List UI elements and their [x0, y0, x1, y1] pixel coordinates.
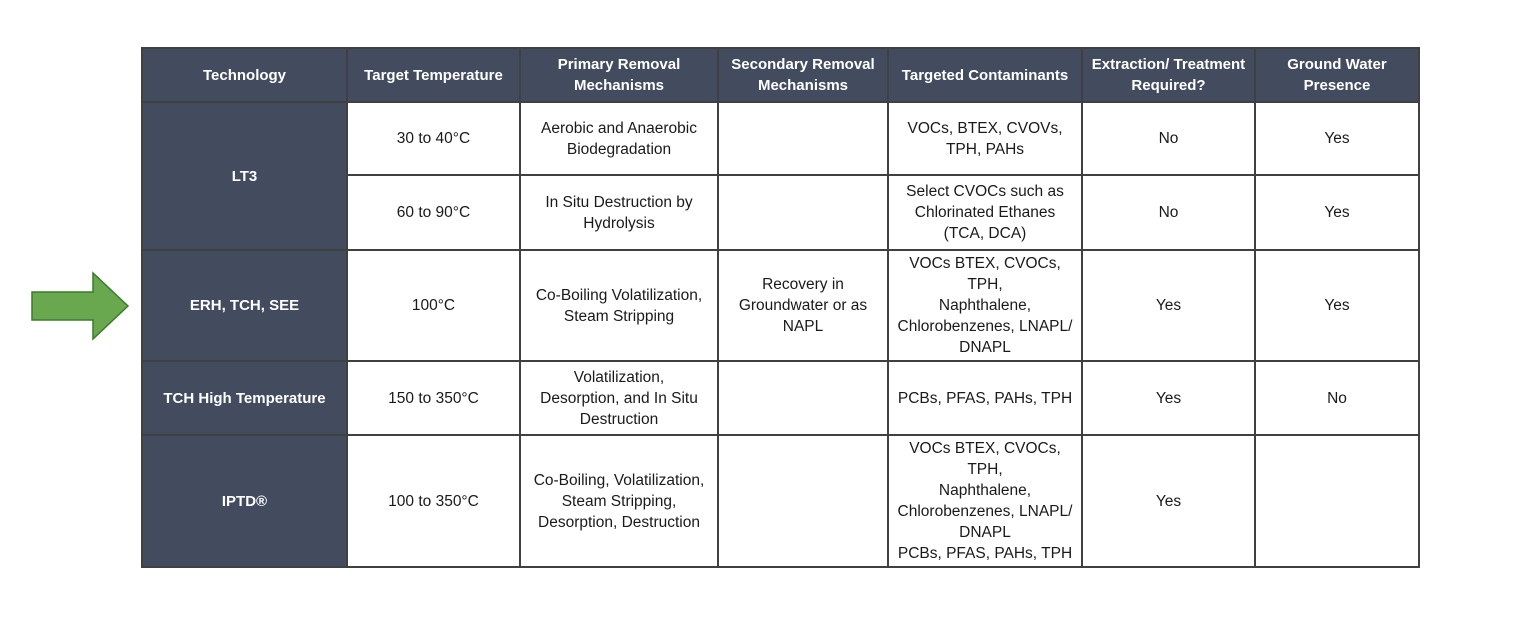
header-target-temperature: Target Temperature: [347, 48, 520, 102]
header-technology: Technology: [142, 48, 347, 102]
thermal-technology-table: [141, 47, 1420, 568]
secondary-mechanism-cell: Recovery in Groundwater or as NAPL: [718, 250, 888, 361]
primary-mechanism-cell: Aerobic and Anaerobic Biodegradation: [520, 102, 718, 175]
contaminants-cell: Select CVOCs such as Chlorinated Ethanes (TCA, DCA): [888, 175, 1082, 250]
extraction-cell: Yes: [1082, 435, 1255, 567]
table-row: [142, 250, 1419, 361]
header-groundwater-presence: Ground Water Presence: [1255, 48, 1419, 102]
header-primary-removal: Primary Removal Mechanisms: [520, 48, 718, 102]
temperature-cell: 100°C: [347, 250, 520, 361]
groundwater-cell: Yes: [1255, 102, 1419, 175]
temperature-cell: 60 to 90°C: [347, 175, 520, 250]
secondary-mechanism-cell: [718, 175, 888, 250]
contaminants-cell: VOCs BTEX, CVOCs, TPH, Naphthalene, Chlorobenzenes, LNAPL/ DNAPL PCBs, PFAS, PAHs, TPH: [888, 435, 1082, 567]
groundwater-cell: No: [1255, 361, 1419, 435]
extraction-cell: Yes: [1082, 361, 1255, 435]
secondary-mechanism-cell: [718, 435, 888, 567]
header-row: [142, 48, 1419, 102]
primary-mechanism-cell: Co-Boiling Volatilization, Steam Stripping: [520, 250, 718, 361]
technology-cell: LT3: [142, 102, 347, 250]
primary-mechanism-cell: In Situ Destruction by Hydrolysis: [520, 175, 718, 250]
primary-mechanism-cell: Volatilization, Desorption, and In Situ Destruction: [520, 361, 718, 435]
contaminants-cell: VOCs, BTEX, CVOVs, TPH, PAHs: [888, 102, 1082, 175]
table-row: [142, 361, 1419, 435]
extraction-cell: No: [1082, 175, 1255, 250]
technology-cell: TCH High Temperature: [142, 361, 347, 435]
header-targeted-contaminants: Targeted Contaminants: [888, 48, 1082, 102]
groundwater-cell: Yes: [1255, 250, 1419, 361]
groundwater-cell: Yes: [1255, 175, 1419, 250]
temperature-cell: 150 to 350°C: [347, 361, 520, 435]
header-extraction-required: Extraction/ Treatment Required?: [1082, 48, 1255, 102]
header-secondary-removal: Secondary Removal Mechanisms: [718, 48, 888, 102]
secondary-mechanism-cell: [718, 361, 888, 435]
temperature-cell: 100 to 350°C: [347, 435, 520, 567]
table-row: [142, 435, 1419, 567]
table-row: [142, 102, 1419, 175]
technology-cell: ERH, TCH, SEE: [142, 250, 347, 361]
extraction-cell: No: [1082, 102, 1255, 175]
right-arrow-icon: [30, 271, 130, 341]
secondary-mechanism-cell: [718, 102, 888, 175]
contaminants-cell: PCBs, PFAS, PAHs, TPH: [888, 361, 1082, 435]
primary-mechanism-cell: Co-Boiling, Volatilization, Steam Stripping, Desorption, Destruction: [520, 435, 718, 567]
extraction-cell: Yes: [1082, 250, 1255, 361]
temperature-cell: 30 to 40°C: [347, 102, 520, 175]
contaminants-cell: VOCs BTEX, CVOCs, TPH, Naphthalene, Chlorobenzenes, LNAPL/ DNAPL: [888, 250, 1082, 361]
technology-cell: IPTD®: [142, 435, 347, 567]
groundwater-cell: [1255, 435, 1419, 567]
